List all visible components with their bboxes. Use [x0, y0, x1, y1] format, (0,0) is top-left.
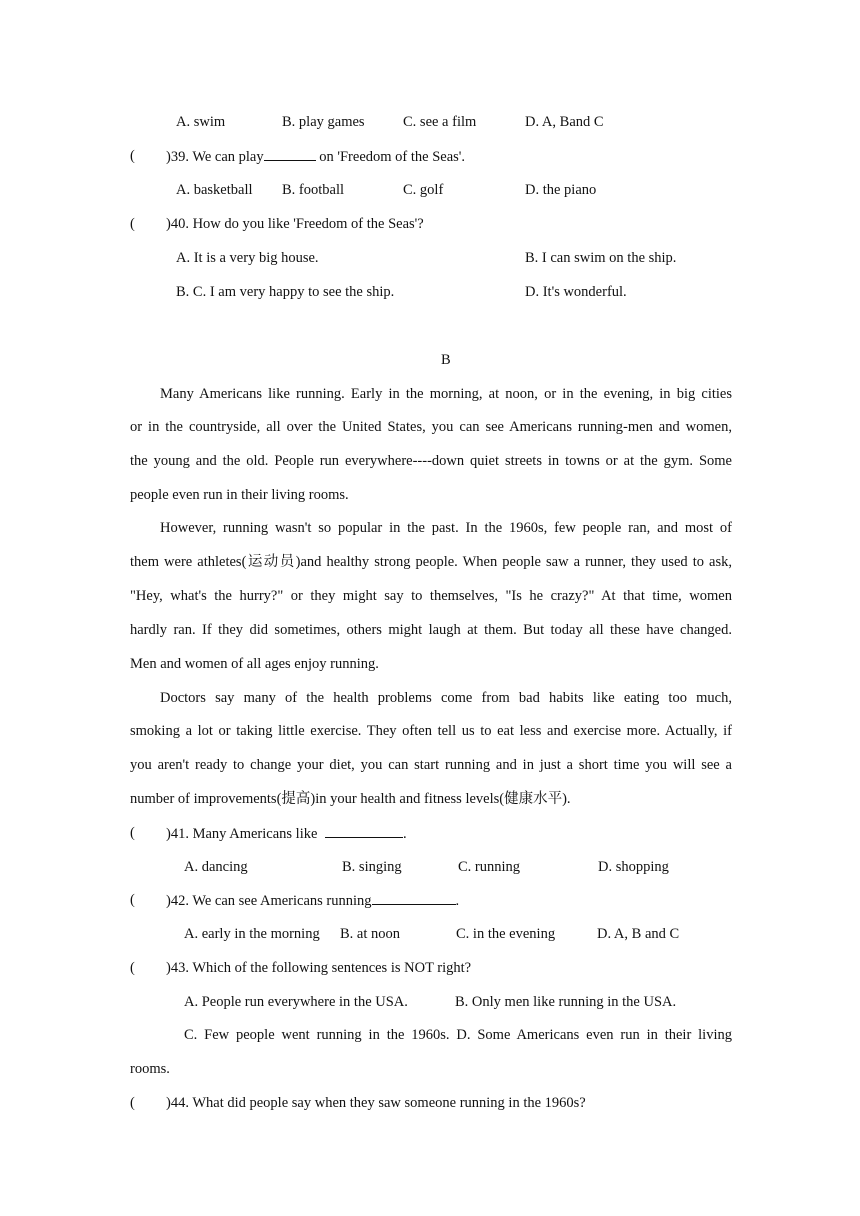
question-stem: )43. Which of the following sentences is NOT right? — [166, 960, 472, 976]
question-stem: )42. We can see Americans running . — [166, 890, 459, 911]
question-stem: )40. How do you like 'Freedom of the Seas'? — [166, 216, 424, 232]
passage-line: However, running wasn't so popular in the past. In the 1960s, few people ran, and most of — [160, 520, 732, 536]
passage-line: people even run in their living rooms. — [130, 487, 349, 503]
q41-option-c: C. running — [458, 859, 521, 875]
passage-line: number of improvements(提高)in your health and fitness levels(健康水平). — [130, 791, 571, 807]
question-stem: )44. What did people say when they saw someone running in the 1960s? — [166, 1095, 586, 1111]
answer-paren: ( — [130, 892, 135, 908]
q39-option-b: B. football — [282, 182, 345, 198]
q43-option-c-d: C. Few people went running in the 1960s. D. Some Americans even run in their living — [184, 1027, 732, 1043]
q40-option-a: A. It is a very big house. — [176, 250, 319, 266]
answer-blank — [264, 146, 316, 161]
passage-line: Many Americans like running. Early in the morning, at noon, or in the evening, in big cities — [160, 386, 732, 402]
passage-line: the young and the old. People run everywhere----down quiet streets in towns or at the gym. Some — [130, 453, 732, 469]
question-stem: )39. We can play on 'Freedom of the Seas'. — [166, 146, 465, 167]
q42-option-b: B. at noon — [340, 926, 401, 942]
passage-line: Men and women of all ages enjoy running. — [130, 656, 379, 672]
q43-option-b: B. Only men like running in the USA. — [455, 994, 677, 1010]
passage-line: you aren't ready to change your diet, you can start running and in just a short time you will see a — [130, 757, 732, 773]
q39-option-d: D. the piano — [525, 182, 597, 198]
q41-option-a: A. dancing — [184, 859, 248, 875]
section-heading: B — [441, 352, 451, 368]
q38-option-b: B. play games — [282, 114, 365, 130]
q38-option-d: D. A, Band C — [525, 114, 604, 130]
q43-option-a: A. People run everywhere in the USA. — [184, 994, 408, 1010]
q39-option-a: A. basketball — [176, 182, 253, 198]
q41-option-d: D. shopping — [598, 859, 669, 875]
q39-option-c: C. golf — [403, 182, 444, 198]
passage-line: smoking a lot or taking little exercise. They often tell us to eat less and exercise more. Actually, if — [130, 723, 732, 739]
q40-option-b: B. I can swim on the ship. — [525, 250, 677, 266]
q43-option-d-continued: rooms. — [130, 1061, 170, 1077]
passage-line: "Hey, what's the hurry?" or they might say to themselves, "Is he crazy?" At that time, women — [130, 588, 732, 604]
q40-option-d: D. It's wonderful. — [525, 284, 627, 300]
q42-option-c: C. in the evening — [456, 926, 556, 942]
passage-line: or in the countryside, all over the United States, you can see Americans running-men and women, — [130, 419, 732, 435]
q38-option-c: C. see a film — [403, 114, 477, 130]
question-stem: )41. Many Americans like . — [166, 823, 407, 844]
answer-paren: ( — [130, 216, 135, 232]
passage-line: Doctors say many of the health problems come from bad habits like eating too much, — [160, 690, 732, 706]
answer-paren: ( — [130, 825, 135, 841]
q42-option-d: D. A, B and C — [597, 926, 680, 942]
passage-line: them were athletes(运动员)and healthy strong people. When people saw a runner, they used to ask, — [130, 554, 732, 570]
q38-option-a: A. swim — [176, 114, 226, 130]
answer-paren: ( — [130, 960, 135, 976]
q41-option-b: B. singing — [342, 859, 402, 875]
q40-option-c: B. C. I am very happy to see the ship. — [176, 284, 395, 300]
answer-paren: ( — [130, 148, 135, 164]
answer-paren: ( — [130, 1095, 135, 1111]
answer-blank — [325, 823, 403, 838]
answer-blank — [372, 890, 456, 905]
q42-option-a: A. early in the morning — [184, 926, 320, 942]
passage-line: hardly ran. If they did sometimes, others might laugh at them. But today all these have changed. — [130, 622, 732, 638]
